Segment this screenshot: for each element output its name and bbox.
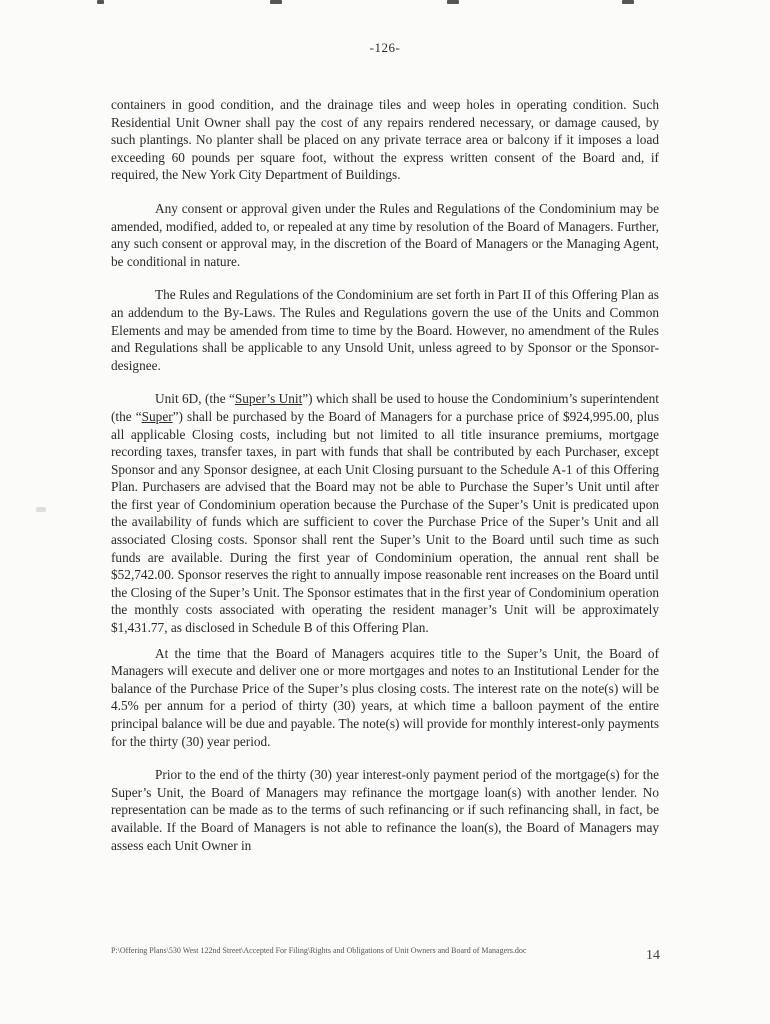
footer-page-number: 14	[646, 948, 660, 963]
scan-mark	[447, 0, 459, 4]
footer-file-path: P:\Offering Plans\530 West 122nd Street\Accepted For Filing\Rights and Obligations of Unit Owners and Board of Managers.doc	[111, 946, 527, 955]
paragraph-super-unit	[111, 390, 659, 636]
page-number-header: -126-	[369, 40, 401, 55]
scan-speck	[36, 507, 46, 512]
text-run: ”) shall be purchased by the Board of Managers for a purchase price of $924,995.00, plus all applicable Closing costs, including but not limited to all title insurance premiums, mortgage recording taxes, transfer taxes, in part with funds that shall be contributed by each Purchaser, except Sponsor and any Sponsor designee, at each Unit Closing pursuant to the Schedule A-1 of this Offering Plan. Purchasers are advised that the Board may not be able to Purchase the Super’s Unit until after the first year of Condominium operation because the Purchase of the Super’s Unit is predicated upon the availability of funds which are sufficient to cover the Purchase Price of the Super’s Unit and all associated Closing costs. Sponsor shall rent the Super’s Unit to the Board until such time as such funds are available. During the first year of Condominium operation, the annual rent shall be $52,742.00. Sponsor reserves the right to annually impose reasonable rent increases on the Board until the Closing of the Super’s Unit. The Sponsor estimates that in the first year of Condominium operation the monthly costs associated with operating the resident manager’s Unit will be approximately $1,431.77, as disclosed in Schedule B of this Offering Plan.	[111, 408, 659, 636]
scan-mark	[622, 0, 634, 4]
paragraph-consent: Any consent or approval given under the Rules and Regulations of the Condominium may be amended, modified, added to, or repealed at any time by resolution of the Board of Managers. Further, any such consent or approval may, in the discretion of the Board of Managers or the Managing Agent, be conditional in nature.	[111, 200, 659, 269]
document-body	[111, 96, 659, 870]
paragraph-planters: containers in good condition, and the drainage tiles and weep holes in operating condition. Such Residential Unit Owner shall pay the cost of any repairs rendered necessary, or damage caused, by such plantings. No planter shall be placed on any private terrace area or balcony if it imposes a load exceeding 60 pounds per square foot, without the express written consent of the Board and, if required, the New York City Department of Buildings.	[111, 97, 659, 183]
scan-mark	[97, 0, 104, 4]
defined-term-super: Super	[141, 408, 173, 424]
scan-mark	[270, 0, 282, 4]
text-run: Unit 6D, (the “	[155, 391, 235, 407]
paragraph-refinance: Prior to the end of the thirty (30) year interest-only payment period of the mortgage(s) for the Super’s Unit, the Board of Managers may refinance the mortgage loan(s) with another lender. No representation can be made as to the terms of such refinancing or if such refinancing shall, in fact, be available. If the Board of Managers is not able to refinance the loan(s), the Board of Managers may assess each Unit Owner in	[111, 767, 659, 853]
paragraph-rules: The Rules and Regulations of the Condominium are set forth in Part II of this Offering Plan as an addendum to the By-Laws. The Rules and Regulations govern the use of the Units and Common Elements and may be amended from time to time by the Board. However, no amendment of the Rules and Regulations shall be applicable to any Unsold Unit, unless agreed to by Sponsor or the Sponsor-designee.	[111, 287, 659, 373]
defined-term-supers-unit: Super’s Unit	[234, 391, 303, 407]
text-run: ”) which shall be used to house the Condominium’s superintendent (the “	[111, 391, 660, 424]
paragraph-mortgage: At the time that the Board of Managers acquires title to the Super’s Unit, the Board of Managers will execute and deliver one or more mortgages and notes to an Institutional Lender for the balance of the Purchase Price of the Super’s plus closing costs. The interest rate on the note(s) will be 4.5% per annum for a period of thirty (30) years, at which time a balloon payment of the entire principal balance will be due and payable. The note(s) will provide for monthly interest-only payments for the thirty (30) year period.	[111, 645, 659, 749]
